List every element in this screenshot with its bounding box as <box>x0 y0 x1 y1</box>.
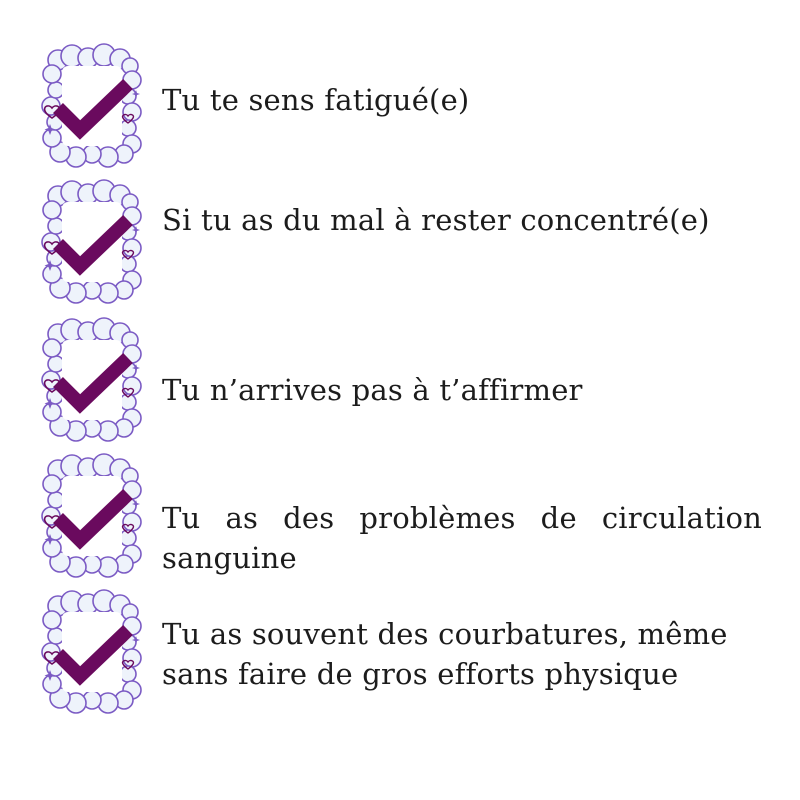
cloud-frame-icon <box>44 50 140 162</box>
checkmark-icon <box>44 324 140 436</box>
checkmark-icon <box>44 596 140 708</box>
checkmark-icon <box>44 186 140 298</box>
cloud-frame-icon <box>44 186 140 298</box>
checklist-item-text: Tu as souvent des courbatures, même sans faire de gros efforts physique <box>162 617 728 691</box>
checklist-item-text: Tu n’arrives pas à t’affirmer <box>162 373 583 407</box>
checkmark-icon <box>44 460 140 572</box>
cloud-frame-icon <box>44 324 140 436</box>
cloud-frame-icon <box>44 596 140 708</box>
checklist-item-text: Tu te sens fatigué(e) <box>162 83 470 117</box>
checklist-item-text: Tu as des problèmes de circulation sanguine <box>162 501 762 575</box>
checklist-item-text: Si tu as du mal à rester concentré(e) <box>162 203 710 237</box>
cloud-frame-icon <box>44 460 140 572</box>
checkmark-icon <box>44 50 140 162</box>
